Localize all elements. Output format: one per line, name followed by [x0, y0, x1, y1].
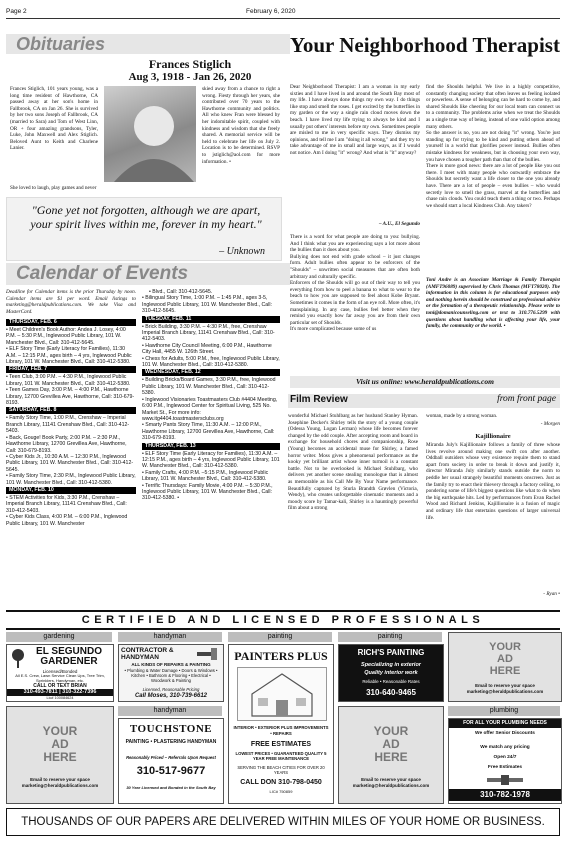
film-review-signature-2: - Ryan • [543, 591, 560, 597]
film-review-tag: from front page [497, 394, 556, 404]
painters-plus-name: PAINTERS PLUS [234, 649, 328, 663]
memorial-quote: "Gone yet not forgotten, although we are apart, your spirit lives within me, forever in my heart." [30, 203, 262, 231]
calendar-event: • Back, Gouge! Book Party, 2:00 P.M. – 2:30 P.M., Hawthorne Library, 12700 Grevillea Ave, Hawthorne, Call: 310-679-8193. [6, 435, 136, 454]
calendar-event: • Teen Club, 3:00 P.M. – 4:30 P.M., Inglewood Public Library, 101 W. Manchester Blvd., Call: 310-412-5380. [6, 374, 136, 387]
calendar-event: • Hawthorne City Council Meeting, 6:00 P.M., Hawthorne City Hall, 4455 W. 126th Street. [142, 343, 280, 356]
contractor-license: Licensed, Reasonable Pricing [142, 687, 200, 692]
obituary-text-col2: skied away from a chance to right a wrong. Fiesty through her years, she contributed over 70 years to the Hawthorne community and politics. All who knew Fran were blessed by her indomitable spirit, coupled with kindness and wisdom that she freely shared. A memorial service will be held to celebrate her life on July 2. Location is to be determined. RSVP to jstiglich@aol.com for more information. • [202, 86, 280, 165]
your-ad-2-line2: AD [51, 737, 69, 751]
calendar-event: • ELF Story Time (Early Literacy for Families), 11:30 A.M. – 12:15 P.M., ages birth – 4 yrs, Inglewood Public Library, 101 W. Manchester Blvd., Call: 310-412-5380. [6, 346, 136, 365]
calendar-event: • Meet Children's Book Author: Andea J. Losey, 4:00 P.M. – 5:30 P.M., Inglewood Public Library, 101 W. Manchester Blvd., Call: 310-412-5645. [6, 327, 136, 346]
plumbing-heading: FOR ALL YOUR PLUMBING NEEDS [449, 719, 561, 728]
plumbing-line3: Open 24/7 [493, 755, 517, 760]
touchstone-tagline: Reasonably Priced – Referrals Upon Request [126, 755, 216, 760]
your-ad-here-1[interactable] [448, 632, 562, 702]
your-ad-line2: AD [497, 653, 513, 665]
your-ad-line3: HERE [489, 665, 521, 677]
calendar-event: • Building Bricks/Board Games, 3:30 P.M., free, Inglewood Public Library, 101 W. Manchester Blvd., Call: 310-412-5380. [142, 377, 280, 396]
contractor-phone[interactable]: Call Moses, 310-739-6612 [134, 693, 208, 699]
calendar-event: • Smarty Pants Story Time, 11:30 A.M. – 12:00 P.M., Hawthorne Library, 12700 Grevillea Ave, Hawthorne, Call: 310-679-8193. [142, 422, 280, 441]
painters-guarantee: LOWEST PRICES • GUARANTEED QUALITY 5 YEAR FREE MAINTENANCE [235, 751, 327, 761]
gardener-phones[interactable]: 310-493-7811 | 310-322-7396 [7, 689, 113, 696]
film-review-shirley-end: woman, made by a strong woman. [426, 413, 498, 419]
category-gardening: gardening [6, 632, 112, 642]
touchstone-ad[interactable] [118, 718, 224, 804]
gardener-services: All E.S. Crew, Lawn Service Clean Ups, Tree Trim, Sprinklers, Handyman, etc. [15, 673, 105, 683]
your-ad-2-email: Email to reserve your space marketing@heraldpublications.com [21, 777, 99, 788]
calendar-event: • Family Story Time, 2:30 P.M., Inglewood Public Library, 101 W. Manchester Blvd., Call: 310-412-5380. [6, 473, 136, 486]
film-review-col2: Miranda July's Kajillionaire follows a family of three whose lives revolve around making one swift con after another. Oddball outsiders whose very existence require them to stand apart from society in order to break it down and justify it, director Miranda July similarly stands outside the norm to peddle her usual strangely beautiful moments onscreen. Just as the family try to enact their thievery through a factory ceiling, to pondering some of life's biggest questions like what to do when the big earthquake hits. Led by performances from Evan Rachel Wood and Richard Jenkins, Kajillionaire is a fusion of magic and ordinary life that entertains questions of larger universal life. [426, 442, 560, 521]
painters-serving: SERVING THE BEACH CITIES FOR OVER 20 YEARS [237, 765, 325, 775]
category-painting-2: painting [338, 632, 442, 642]
painters-plus-ad[interactable] [228, 644, 334, 804]
obituaries-section-title: Obituaries [6, 34, 290, 54]
therapist-answer-col1: There is a word for what people are doing to you: bullying. And I think what you are experiencing says a lot more about the bullies than it does about you. Bullying does not end with grade school – it just changes form. Adult bullies often appear to be enforcers of the "Shoulds" – unwritten social measures that are often both arbitrary and culturally specific. Enforcers of the Shoulds will go out of their way to tell you everything from how to peel a banana to what to wear to the beach to how you are supposed to feel about Kobe Bryant. Sometimes it comes in the form of an eye roll. More often, it's mansplaining. In any case, bullies feel better when they remind you exactly how far away you are from their own particular set of Shoulds. It's more complicated because some of us [290, 234, 420, 333]
your-ad-3-line2: AD [382, 737, 400, 751]
obituary-text-col1: Frances Stiglich, 101 years young, was a long time resident of Hawthorne, CA passed away at her son's home in Fallbrook, CA on Jan 26. She is survived by her two sons Joseph of Fallbrook, CA (married to Sara) and Tom of West Linn, OR + four amazing grandsons, Tyler, Luke, John Maxwell and Alex Stiglich. Beloved Aunt to Keith and Charlene Lanier. [10, 86, 98, 152]
painters-free-estimates: FREE ESTIMATES [250, 741, 312, 748]
gardener-name-line2: GARDENER [40, 656, 98, 667]
richs-painting-ad[interactable] [338, 644, 444, 702]
calendar-event: • Family Crafts, 4:00 P.M. –5:15 P.M., Inglewood Public Library, 101 W. Manchester Blvd., Call: 310-412-5380. [142, 470, 280, 483]
memorial-quote-box [6, 197, 282, 261]
calendar-event: • Cyber Kids Jr., 10:30 A.M. – 12:30 P.M., Inglewood Public Library, 101 W. Manchester Blvd., Call: 310-412-5645. [6, 454, 136, 473]
category-handyman-2: handyman [118, 706, 222, 716]
calendar-event: • Terrific Thursdays: Family Movie, 4:00 P.M. – 5:30 P.M., Inglewood Public Library, 101 W. Manchester Blvd., Call: 310-412-5380. • [142, 483, 280, 502]
page-number: Page 2 [6, 8, 27, 15]
richs-line3: Reliable • Reasonable Rates [362, 679, 420, 684]
your-ad-email: Email to reserve your space marketing@heraldpublications.com [466, 683, 544, 694]
quote-attribution: – Unknown [219, 246, 265, 257]
calendar-intro: Deadline for Calendar items is the prior Thursday by noon. Calendar items are $1 per word. Email listings to marketing@heraldpublications.com. We take Visa and MasterCard. [6, 289, 136, 315]
calendar-event: • Inglewood Visionaries Toastmasters Club #4404 Meeting, 6:00 P.M., Inglewood Center for Spiritual Living, 525 No. Market St., For more info: www.itg4404.toastmastersclubs.org [142, 397, 280, 423]
calendar-day-header: FRIDAY, FEB. 7 [6, 366, 136, 373]
tree-icon [11, 648, 25, 668]
issue-date: February 6, 2020 [246, 8, 296, 15]
calendar-event: • Bilingual Story Time, 1:00 P.M. – 1:45 P.M., ages 3-5, Inglewood Public Library, 101 W. Manchester Blvd., Call: 310-412-5645. [142, 295, 280, 314]
calendar-event: • Teen Games Day, 3:00 P.M. – 4:00 P.M., Hawthorne Library, 12700 Grevillea Ave, Hawthorne, Call: 310-679-8193. [6, 387, 136, 406]
richs-line2: Quality interior work [364, 670, 418, 676]
contractor-tagline: ALL KINDS OF REPAIRS & PAINTING [131, 662, 211, 667]
house-icon [237, 667, 327, 721]
letter-signature: – A.U., El Segundo [378, 221, 420, 227]
painters-lic: LIC# 750859 [269, 789, 293, 794]
obituary-photo [104, 86, 196, 182]
tools-icon [195, 647, 219, 661]
calendar-day-header: SATURDAY, FEB. 8 [6, 407, 136, 414]
calendar-day-header: MONDAY, FEB. 10 [6, 487, 136, 494]
painters-phone[interactable]: CALL DON 310-798-0450 [240, 779, 322, 786]
calendar-event: • Brick Building, 3:30 P.M. – 4:30 P.M., free, Crenshaw Imperial Branch Library, 11141 Crenshaw Blvd., Call: 310-412-5403. [142, 324, 280, 343]
therapist-answer-col2: find the Shoulds helpful. We live in a highly competitive, constantly changing society that often leaves us feeling isolated or powerless. A sense of belonging can be hard to come by, and shared Shoulds like cheering for our local team can connect us to a community. The problems arise when we treat the Shoulds as a single true way of being, instead of one valid option among many others. So the answer is no, you are not doing "it" wrong. You're just standing up for trying to be kind and putting others ahead of yourself in a world that glorifies power instead. Bullies often mistake kindness for weakness, but in choosing your own way, you have chosen a tougher path than that of the bullies. There is more good news: there are a lot of people like you out there. I meet with many people who outwardly embrace the Shoulds but secretly want a life closer to the one you already have. There are a lot of people – even bullies – who would secretly love to smell the grass, marvel at the butterflies and chase rain clouds. You could teach them a thing or two. Perhaps we should start a local Kindness Club. Any takers? [426, 84, 560, 209]
therapist-column-title: Your Neighborhood Therapist [290, 33, 560, 57]
calendar-day-header: THURSDAY, FEB. 6 [6, 319, 136, 326]
gardener-license: Licensed/Bonded [42, 669, 78, 674]
calendar-event: • Chess for Adults, 5:00 P.M., free, Inglewood Public Library, 101 W. Manchester Blvd., Call: 310-412-5380. [142, 356, 280, 369]
therapist-bio: Toni Andre is an Associate Marriage & Family Therapist (AMFT96089) supervised by Chris Thomas (MFT78020). The information in this column is for educational purposes only and nothing herein should be construed as professional advice or the formation of a therapeutic relationship. Please write to toni@domanicounseling.com or text to 310.776.5299 with questions about handling what is affecting your life, your family, the community or the world. • [426, 277, 560, 330]
category-painting-1: painting [228, 632, 332, 642]
contractor-name: CONTRACTOR & HANDYMAN [121, 647, 174, 661]
calendar-day-header: TUESDAY, FEB. 11 [142, 316, 280, 323]
plumbing-phone[interactable]: 310-782-1978 [449, 789, 561, 801]
film-review-signature-1: - Morgen [540, 421, 560, 427]
obituary-text-col1b: She loved to laugh, play games and never [10, 185, 97, 191]
plumbing-ad[interactable] [448, 718, 562, 804]
calendar-day-header: WEDNESDAY, FEB. 12 [142, 369, 280, 376]
film-review-title: Film Review [290, 394, 348, 405]
your-ad-line1: YOUR [489, 641, 521, 653]
film-review-subtitle: Kajillionaire [475, 433, 511, 440]
plumbing-line2: We match any pricing [480, 745, 530, 750]
calendar-event: • STEM Activities for Kids, 3:30 P.M., Crenshaw – Imperial Branch Library, 11141 Crenshaw Blvd., Call: 310-412-5403. [6, 495, 136, 514]
calendar-event: • Family Story Time, 1:00 P.M., Crenshaw – Imperial Branch Library, 11141 Crenshaw Blvd., Call: 310-412-5403. [6, 415, 136, 434]
obituary-dates: Aug 3, 1918 - Jan 26, 2020 [128, 71, 252, 83]
plumbing-line1: We offer Senior Discounts [475, 731, 535, 736]
calendar-event: • ELF Story Time (Early Literacy for Families), 11:30 A.M. – 12:15 P.M., ages birth – 4 yrs, Inglewood Public Library, 101 W. Manchester Blvd., Call: 310-412-5380. [142, 451, 280, 470]
your-ad-3-line1: YOUR [373, 724, 409, 738]
contractor-handyman-ad[interactable] [118, 644, 224, 702]
gardener-name-line1: EL SEGUNDO [36, 646, 102, 657]
plumbing-line4: Free Estimates [487, 765, 523, 770]
contractor-services: • Plumbing & Water Damage • Doors & Windows • Kitchen • Bathroom & Flooring • Electrical • Woodwork & Painting [124, 668, 218, 683]
gardener-lic: Lic# 100084624 [46, 696, 74, 700]
gardener-call-text: CALL OR TEXT BRIAN [33, 683, 87, 689]
page-header [6, 6, 560, 19]
website-link[interactable]: Visit us online: www.heraldpublications.com [290, 376, 560, 388]
category-handyman: handyman [118, 632, 222, 642]
calendar-section-title: Calendar of Events [6, 263, 290, 285]
calendar-event: • Cyber Kids Class, 4:00 P.M. – 6:00 P.M., Inglewood Public Library, 101 W. Manchester [6, 514, 136, 527]
richs-line1: Specializing in exterior [361, 662, 421, 668]
delivery-footer: THOUSANDS OF OUR PAPERS ARE DELIVERED WITHIN MILES OF YOUR HOME OR BUSINESS. [6, 808, 560, 836]
your-ad-3-email: Email to reserve your space marketing@heraldpublications.com [352, 777, 430, 788]
portrait-icon [104, 86, 196, 182]
therapist-letter: Dear Neighborhood Therapist: I am a woman in my early sixties and I have lived in and around the South Bay most of my life. I have always done things my own way. I do things like stop and smell the roses. I get excited by the butterflies in my garden or the way a single rain cloud moves down the beach. I have lived my life trying to always be kind and I usually put others' interests before my own. Sometimes people are misled to me in very specific ways. They dismiss my opinions, and tell me I am "doing it all wrong," and they try to take advantage of me in small and large ways, as if I would not notice. Am I doing "it" wrong? And what is "it" anyway? [290, 84, 420, 156]
calendar-continued-line: • Blvd., Call: 310-412-5645. [149, 289, 280, 295]
touchstone-phone[interactable]: 310-517-9677 [136, 765, 206, 777]
pipe-icon [485, 773, 525, 785]
touchstone-years: 30 Year Licensed and Bonded in the South Bay [126, 785, 216, 790]
professionals-banner: CERTIFIED AND LICENSED PROFESSIONALS [6, 610, 560, 630]
your-ad-here-2[interactable] [6, 706, 114, 804]
obituary-name: Frances Stiglich [148, 57, 232, 71]
painters-services: INTERIOR • EXTERIOR PLUS IMPROVEMENTS • REPAIRS [233, 725, 329, 736]
richs-name: RICH'S PAINTING [357, 648, 425, 657]
category-plumbing: plumbing [448, 706, 560, 716]
your-ad-2-line3: HERE [43, 750, 77, 764]
touchstone-name: TOUCHSTONE [129, 723, 213, 735]
your-ad-3-line3: HERE [374, 750, 408, 764]
your-ad-here-3[interactable] [338, 706, 444, 804]
your-ad-2-line1: YOUR [42, 724, 78, 738]
film-review-col1: wonderful Michael Stuhlbarg as her husband Stanley Hyman. Josephine Decker's Shirley tells the story of a young couple (Odessa Young, Logan Lerman) whose life becomes forever changed by the odd couple. After accepting room and board in exchange for household chores and companionship, Rose (Young) becomes an accidental muse for Shirley, a famed horror writer. Moss gives a phenomenal performance as the kooky yet brilliant artist whose inner turmoil is a constant battle. Not to be overlooked is Michael Stuhlbarg, who delivers yet another scene stealing monologue that is almost as memorable as his Call Me By Your Name performance. Beautifully captured by Sturla Brandth Grøvlen (Victoria, Wendy), who creates unforgettable cinematic moments and a moody score by Tamar-kali, Shirley is a hauntingly powerful film about a strong [288, 413, 418, 512]
richs-phone[interactable]: 310-640-9465 [366, 688, 416, 697]
el-segundo-gardener-ad[interactable] [6, 644, 114, 702]
calendar-day-header: THURSDAY, FEB. 13 [142, 443, 280, 450]
film-review-header [288, 394, 560, 408]
touchstone-services: PAINTING • PLASTERING HANDYMAN [125, 739, 217, 745]
